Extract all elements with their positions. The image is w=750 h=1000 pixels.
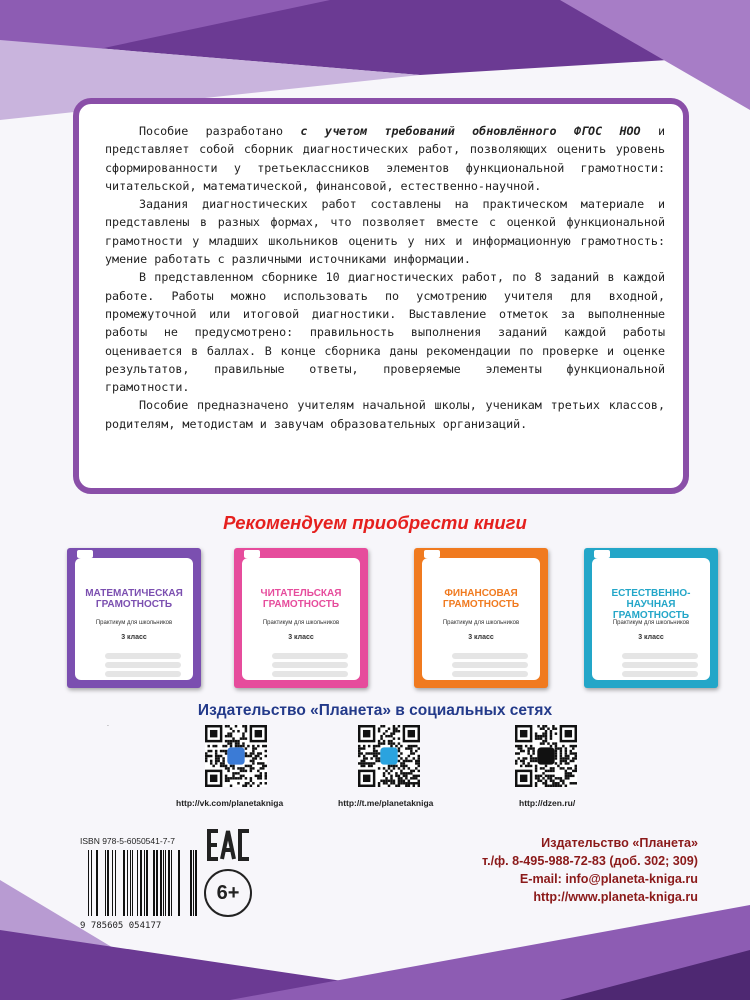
barcode (80, 850, 198, 916)
publisher-logo-icon (424, 550, 440, 558)
social-link[interactable]: http://t.me/planetakniga (338, 798, 434, 808)
qr-code[interactable] (358, 725, 420, 787)
publisher-logo-icon (594, 550, 610, 558)
book-title: ЕСТЕСТВЕННО-НАУЧНАЯ ГРАМОТНОСТЬ (611, 588, 691, 621)
book-topics (452, 650, 528, 680)
publisher-logo-icon (244, 550, 260, 558)
book-cover-panel (75, 558, 193, 680)
qr-code[interactable] (205, 725, 267, 787)
book-grade: 3 класс (288, 634, 314, 641)
publisher-name: Издательство «Планета» (541, 836, 698, 850)
social-link[interactable]: http://dzen.ru/ (519, 798, 576, 808)
book-cover-panel (592, 558, 710, 680)
description-intro: Пособие разработано (139, 124, 301, 138)
social-link[interactable]: http://vk.com/planetakniga (176, 798, 284, 808)
publisher-logo-icon (77, 550, 93, 558)
book-subtitle: Практикум для школьников (612, 620, 690, 626)
book-cover (584, 548, 718, 688)
description-paragraph-2: Задания диагностических работ составлены на практическом материале и представлены в разных формах, что позволяет вместе с оценкой функциональной грамотности у младших школьников оценить у них и информационную грамотность: умение работать с различными источниками информации. (105, 197, 665, 267)
barcode-digits: 9 785605 054177 (80, 921, 162, 931)
book-topics (105, 650, 181, 680)
age-rating-badge: 6+ (204, 869, 252, 917)
book-title: ЧИТАТЕЛЬСКАЯ ГРАМОТНОСТЬ (260, 588, 342, 610)
book-cover (234, 548, 368, 688)
publisher-email: E-mail: info@planeta-kniga.ru (519, 872, 698, 886)
book-subtitle: Практикум для школьников (262, 620, 340, 626)
description-paragraph-4: Пособие предназначено учителям начальной школы, ученикам третьих классов, родителям, методистам и завучам образовательных организаций. (105, 398, 665, 431)
isbn-block (80, 836, 200, 931)
book-grade: 3 класс (468, 634, 494, 641)
qr-code[interactable] (515, 725, 577, 787)
publisher-phone: т./ф. 8-495-988-72-83 (доб. 302; 309) (482, 854, 698, 868)
publisher-contacts (482, 834, 698, 906)
recommend-title: Рекомендуем приобрести книги (223, 512, 527, 533)
book-subtitle: Практикум для школьников (442, 620, 520, 626)
book-grade: 3 класс (121, 634, 147, 641)
description-emphasis: с учетом требований обновлённого ФГОС НОО (300, 124, 641, 138)
book-title: МАТЕМАТИЧЕСКАЯ ГРАМОТНОСТЬ (85, 588, 183, 610)
book-cover-panel (242, 558, 360, 680)
book-topics (272, 650, 348, 680)
isbn-label: ISBN 978-5-6050541-7-7 (80, 836, 175, 846)
book-title: ФИНАНСОВАЯ ГРАМОТНОСТЬ (442, 588, 520, 610)
book-topics (622, 650, 698, 680)
description-box (73, 98, 689, 494)
social-title: Издательство «Планета» в социальных сетях (197, 702, 553, 719)
book-cover (414, 548, 548, 688)
svg-text:ЕАС: ЕАС (107, 726, 110, 727)
description-rest: и представляет собой сборник диагностических работ, позволяющих оценить уровень сформированности у третьеклассников элементов функциональной грамотности: читательской, математической, финансовой, естественно-научной. (105, 124, 666, 193)
book-subtitle: Практикум для школьников (95, 620, 173, 626)
book-cover-panel (422, 558, 540, 680)
book-cover (67, 548, 201, 688)
description-paragraph-3: В представленном сборнике 10 диагностических работ, по 8 заданий в каждой работе. Работы можно использовать по усмотрению учителя для входной, промежуточной или итоговой диагностики. Выставление отметок за выполненные работы не предусмотрено: правильность выполнения заданий каждой работы оценивается в баллах. В конце сборника даны рекомендации по проверке и оценке результатов, правильные ответы, проверяемые элементы функциональной грамотности. (105, 270, 665, 395)
book-grade: 3 класс (638, 634, 664, 641)
description-paragraph-1 (105, 122, 665, 195)
publisher-site: http://www.planeta-kniga.ru (533, 890, 698, 904)
